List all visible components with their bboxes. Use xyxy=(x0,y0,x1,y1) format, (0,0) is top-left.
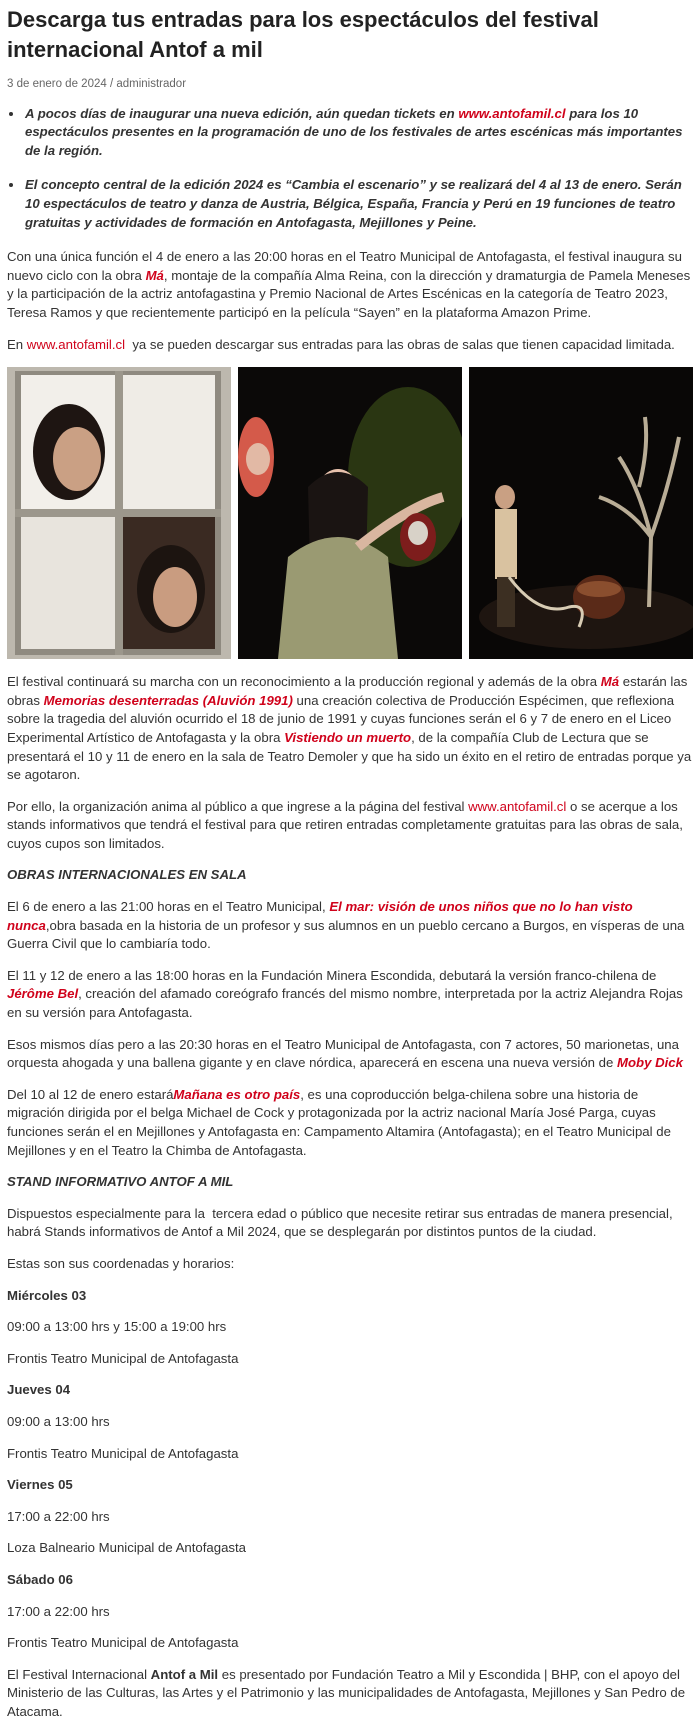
post-meta: 3 de enero de 2024 / administrador xyxy=(7,78,187,90)
post-date: 3 de enero de 2024 xyxy=(7,78,107,90)
paragraph: Del 10 al 12 de enero estaráMañana es otro país, es una coproducción belga-chilena sobre una historia de migración dirigida por el belga Michael de Cock y protagonizada por la actriz nacional María José Parga, cuyas funciones serán el en Mejillones y Antofagasta en: Campamento Altamira (Antofagasta); en el Teatro Municipal de Mejillones y en el Teatro la Chimba de Antofagasta. xyxy=(7,1086,671,1158)
list-item: • A pocos días de inaugurar una nueva edición, aún quedan tickets en www.antofamil.cl para los 10 espectáculos presentes en la programación de uno de los festivales de artes escénicas más importantes de la región. xyxy=(24,105,693,161)
paragraph: Con una única función el 4 de enero a las 20:00 horas en el Teatro Municipal de Antofagasta, el festival inaugura su nuevo ciclo con la obra Má, montaje de la compañía Alma Reina, con la dirección y dramaturgia de Pamela Meneses y la participación de la actriz antofagastina y Premio Nacional de Artes Escénicas en la categoría de Teatro 2023, Teresa Ramos y que recientemente participó en la película “Sayen” en la plataforma Amazon Prime. xyxy=(7,249,691,320)
schedule-hours: 17:00 a 22:00 hrs xyxy=(7,1603,110,1619)
schedule-hours: 17:00 a 22:00 hrs xyxy=(7,1508,110,1524)
antofamil-link[interactable]: www.antofamil.cl xyxy=(468,798,567,814)
paragraph: El Festival Internacional Antof a Mil es presentado por Fundación Teatro a Mil y Escondida | BHP, con el apoyo del Ministerio de las Culturas, las Artes y el Patrimonio y las municipalidades de Antofagasta, Mejillones y San Pedro de Atacama. xyxy=(7,1666,686,1719)
antofamil-link[interactable]: www.antofamil.cl xyxy=(458,105,566,121)
schedule-day: Viernes 05 xyxy=(7,1477,73,1493)
paragraph: Por ello, la organización anima al público a que ingrese a la página del festival www.antofamil.cl o se acerque a los stands informativos que tendrá el festival para que retiren entradas completamente gratuitas para las obras de sala, cuyos cupos son limitados. xyxy=(7,798,683,851)
schedule-place: Frontis Teatro Municipal de Antofagasta xyxy=(7,1445,239,1461)
play-title: Mañana es otro país xyxy=(173,1086,301,1102)
article xyxy=(0,5,700,1721)
schedule-place: Frontis Teatro Municipal de Antofagasta xyxy=(7,1350,239,1366)
play-title: Jérôme Bel xyxy=(7,986,79,1002)
photo-gallery xyxy=(7,367,693,659)
photo-stage-tree[interactable] xyxy=(469,367,693,659)
schedule-day: Miércoles 03 xyxy=(7,1287,87,1303)
schedule-place: Loza Balneario Municipal de Antofagasta xyxy=(7,1540,247,1556)
schedule-place: Frontis Teatro Municipal de Antofagasta xyxy=(7,1635,239,1651)
play-title: Má xyxy=(145,267,164,283)
paragraph: El festival continuará su marcha con un reconocimiento a la producción regional y además de la obra Má estarán las obras Memorias desenterradas (Aluvión 1991) una creación colectiva de Producción Espécimen, que reflexiona sobre la tragedia del aluvión ocurrido el 18 de junio de 1991 y cuyas funciones serán el 6 y 7 de enero en el Liceo Experimental Artístico de Antofagasta y la obra Vistiendo un muerto, de la compañía Club de Lectura que se presentará el 10 y 11 de enero en la sala de Teatro Demoler y que ha sido un éxito en el retiro de entradas porque ya se agotaron. xyxy=(7,674,692,783)
article-title: Descarga tus entradas para los espectáculos del festival internacional Antof a mil xyxy=(7,7,599,62)
photo-performance-dancer[interactable] xyxy=(238,367,462,659)
author-link[interactable]: administrador xyxy=(116,78,187,90)
section-heading-stand: STAND INFORMATIVO ANTOF A MIL xyxy=(7,1174,234,1190)
paragraph: Dispuestos especialmente para la tercera edad o público que necesite retirar sus entradas de manera presencial, habrá Stands informativos de Antof a Mil 2024, que se desplegarán por distintos puntos de la ciudad. xyxy=(7,1205,677,1240)
play-title: Vistiendo un muerto xyxy=(284,729,412,745)
schedule-day: Jueves 04 xyxy=(7,1382,71,1398)
schedule-hours: 09:00 a 13:00 hrs xyxy=(7,1413,110,1429)
schedule-list xyxy=(7,1287,693,1653)
play-title: Má xyxy=(600,674,620,690)
festival-name: Antof a Mil xyxy=(150,1666,219,1682)
paragraph: Estas son sus coordenadas y horarios: xyxy=(7,1255,235,1271)
play-title: El mar: visión de unos niños que no lo han visto nunca xyxy=(7,899,633,933)
paragraph: Esos mismos días pero a las 20:30 horas en el Teatro Municipal de Antofagasta, con 7 actores, 50 marionetas, una orquesta ahogada y una ballena gigante y en clave nórdica, aparecerá en escena una nueva versión de Moby Dick xyxy=(7,1036,683,1071)
section-heading-obras: OBRAS INTERNACIONALES EN SALA xyxy=(7,867,247,883)
highlights-list xyxy=(7,105,693,233)
paragraph: El 6 de enero a las 21:00 horas en el Teatro Municipal, El mar: visión de unos niños que no lo han visto nunca,obra basada en la historia de un profesor y sus alumnos en un pueblo cercano a Burgos, en vísperas de una Guerra Civil que lo cambiaría todo. xyxy=(7,899,685,952)
paragraph: El 11 y 12 de enero a las 18:00 horas en la Fundación Minera Escondida, debutará la versión franco-chilena de Jérôme Bel, creación del afamado coreógrafo francés del mismo nombre, interpretada por la actriz Alejandra Rojas en su versión para Antofagasta. xyxy=(7,967,683,1021)
antofamil-link[interactable]: www.antofamil.cl xyxy=(26,336,126,352)
play-title: Moby Dick xyxy=(617,1055,683,1071)
schedule-hours: 09:00 a 13:00 hrs y 15:00 a 19:00 hrs xyxy=(7,1319,227,1335)
play-title: Memorias desenterradas (Aluvión 1991) xyxy=(43,692,293,708)
list-item: • El concepto central de la edición 2024 es “Cambia el escenario” y se realizará del 4 al 13 de enero. Serán 10 espectáculos de teatro y danza de Austria, Bélgica, España, Francia y Perú en 19 funciones de teatro gratuitas y actividades de formación en Antofagasta, Mejillones y Peine. xyxy=(24,176,693,232)
photo-window-actresses[interactable] xyxy=(7,367,231,659)
paragraph: En www.antofamil.cl ya se pueden descargar sus entradas para las obras de salas que tienen capacidad limitada. xyxy=(7,336,675,352)
schedule-day: Sábado 06 xyxy=(7,1571,73,1587)
